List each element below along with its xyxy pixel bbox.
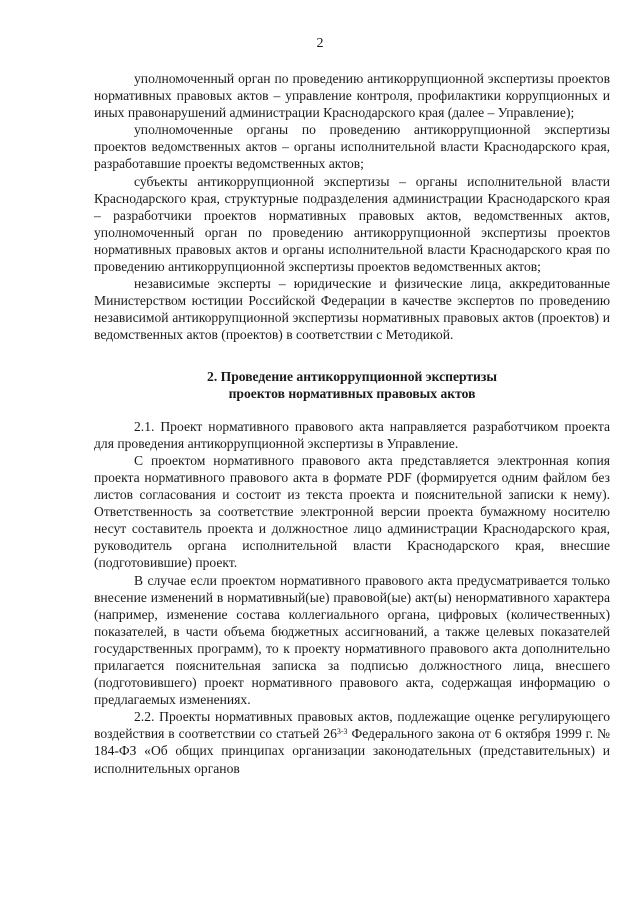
definition-paragraph: уполномоченный орган по проведению антикоррупционной экспертизы проектов нормативных правовых актов – управление контроля, профилактики коррупционных и иных правонарушений администрации Краснодарского края (далее – Управление); [94, 71, 610, 121]
definition-paragraph: уполномоченные органы по проведению антикоррупционной экспертизы проектов ведомственных актов – органы исполнительной власти Краснодарского края, разработавшие проекты ведомственных актов; [94, 122, 610, 172]
section-paragraph-last [94, 708, 610, 776]
section-heading-line-1: 2. Проведение антикоррупционной экспертизы [207, 368, 497, 384]
document-body [94, 70, 610, 777]
paragraph-text: Федерального закона от 6 октября 1999 г. № 184-ФЗ «Об общих принципах организации законодательных (представительных) и исполнительных органов [94, 726, 610, 776]
definition-paragraph: независимые эксперты – юридические и физические лица, аккредитованные Министерством юстиции Российской Федерации в качестве экспертов по проведению независимой антикоррупционной экспертизы нормативных правовых актов (проектов) и ведомственных актов (проектов) в соответствии с Методикой. [94, 276, 610, 343]
section-paragraph: В случае если проектом нормативного правового акта предусматривается только внесение изменений в нормативный(ые) правовой(ые) акт(ы) ненормативного характера (например, изменение состава коллегиального органа, цифровых (количественных) показателей, в части объема бюджетных ассигнований, а также целевых показателей государственных программ), то к проекту нормативного правового акта дополнительно прилагается пояснительная записка за подписью должностного лица, внесшего (подготовившего) проект нормативного правового акта, содержащая информацию о предлагаемых изменениях. [94, 572, 610, 708]
section-paragraph: 2.1. Проект нормативного правового акта направляется разработчиком проекта для проведения антикоррупционной экспертизы в Управление. [94, 418, 610, 451]
spacer [94, 402, 610, 418]
paragraph-text: 2.2. Проекты нормативных правовых актов, подлежащие оценке регулирующего воздействия в соответствии со статьей 26 [94, 709, 610, 742]
page-number: 2 [316, 36, 324, 51]
definition-paragraph: субъекты антикоррупционной экспертизы – органы исполнительной власти Краснодарского края, структурные подразделения администрации Краснодарского края – разработчики проектов нормативных правовых актов, ведомственных актов, уполномоченный орган по проведению антикоррупционной экспертизы проектов нормативных правовых актов и органы исполнительной власти Краснодарского края по проведению антикоррупционной экспертизы проектов ведомственных актов; [94, 173, 610, 275]
section-heading-line-2: проектов нормативных правовых актов [228, 385, 476, 401]
spacer [94, 344, 610, 368]
section-paragraph: С проектом нормативного правового акта представляется электронная копия проекта нормативного правового акта в формате PDF (формируется одним файлом без листов согласования и состоит из текста проекта и пояснительной записки к нему). Ответственность за соответствие электронной версии проекта бумажному носителю несут составитель проекта и должностное лицо администрации Краснодарского края, руководитель органа исполнительной власти Краснодарского края, внесшие (подготовившие) проект. [94, 452, 610, 571]
article-superscript: 3-3 [336, 727, 348, 737]
